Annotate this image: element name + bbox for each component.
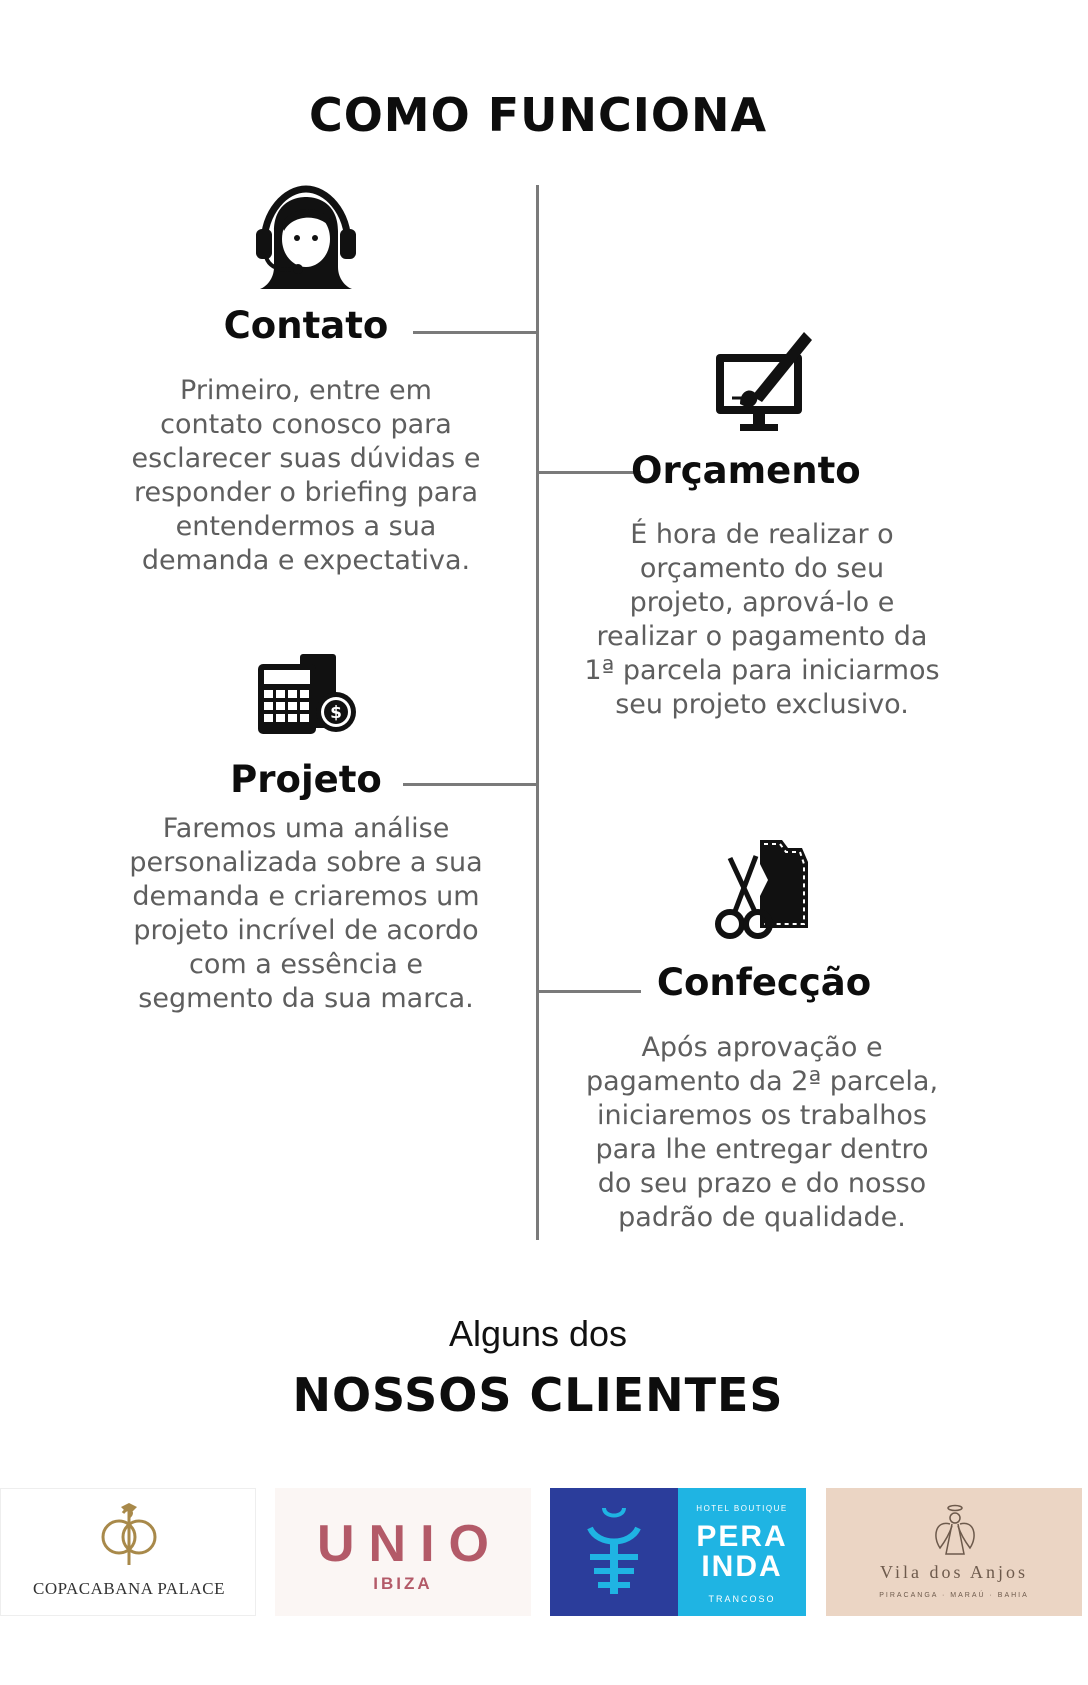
client-logo-copacabana bbox=[0, 1488, 256, 1616]
step-text-projeto: Faremos uma análise personalizada sobre a sua demanda e criaremos um projeto incrível de acordo com a essência e segmento da sua marca. bbox=[129, 813, 483, 1014]
step-title-contato: Contato bbox=[223, 304, 389, 347]
svg-text:$: $ bbox=[330, 703, 342, 723]
copacabana-logo-text: COPACABANA PALACE bbox=[33, 1579, 225, 1598]
clients-pretitle: Alguns dos bbox=[448, 1313, 628, 1354]
client-logo-pera-inda bbox=[550, 1488, 806, 1616]
pera-inda-subtext: TRANCOSO bbox=[708, 1594, 776, 1604]
step-title-orcamento: Orçamento bbox=[631, 449, 861, 492]
step-title-projeto: Projeto bbox=[230, 758, 382, 801]
unio-logo-text: UNIO bbox=[317, 1515, 503, 1573]
pera-inda-symbol-icon bbox=[584, 1506, 644, 1598]
step-text-contato: Primeiro, entre em contato conosco para esclarecer suas dúvidas e responder o briefing para entendermos a sua demanda e expectativa. bbox=[131, 375, 481, 576]
angel-icon bbox=[932, 1502, 978, 1556]
step-text-orcamento: É hora de realizar o orçamento do seu projeto, aprová-lo e realizar o pagamento da 1ª parcela para iniciarmos seu projeto exclusivo. bbox=[584, 519, 940, 720]
page-title: COMO FUNCIONA bbox=[308, 88, 768, 142]
step-text-confeccao: Após aprovação e pagamento da 2ª parcela, iniciaremos os trabalhos para lhe entregar dentro do seu prazo e do nosso padrão de qualidade. bbox=[585, 1032, 939, 1233]
timeline-line bbox=[536, 185, 539, 1240]
vila-dos-anjos-logo-text: Vila dos Anjos bbox=[880, 1562, 1028, 1582]
pera-inda-logo-text: PERA INDA bbox=[696, 1520, 788, 1583]
client-logo-unio bbox=[275, 1488, 531, 1616]
unio-logo-subtext: IBIZA bbox=[373, 1574, 433, 1593]
client-logo-vila-dos-anjos bbox=[826, 1488, 1082, 1616]
calculator-dollar-icon bbox=[256, 652, 360, 736]
scissors-pattern-icon bbox=[712, 836, 816, 942]
vila-dos-anjos-subtext: PIRACANGA · MARAÚ · BAHIA bbox=[879, 1592, 1029, 1599]
step-title-confeccao: Confecção bbox=[656, 961, 872, 1004]
monitor-brush-icon bbox=[712, 326, 816, 434]
connector-orcamento bbox=[537, 471, 641, 474]
copacabana-monogram-icon bbox=[93, 1503, 165, 1569]
support-agent-icon bbox=[252, 183, 360, 293]
pera-inda-small-top: HOTEL BOUTIQUE bbox=[696, 1504, 788, 1513]
clients-title: NOSSOS CLIENTES bbox=[292, 1368, 784, 1422]
